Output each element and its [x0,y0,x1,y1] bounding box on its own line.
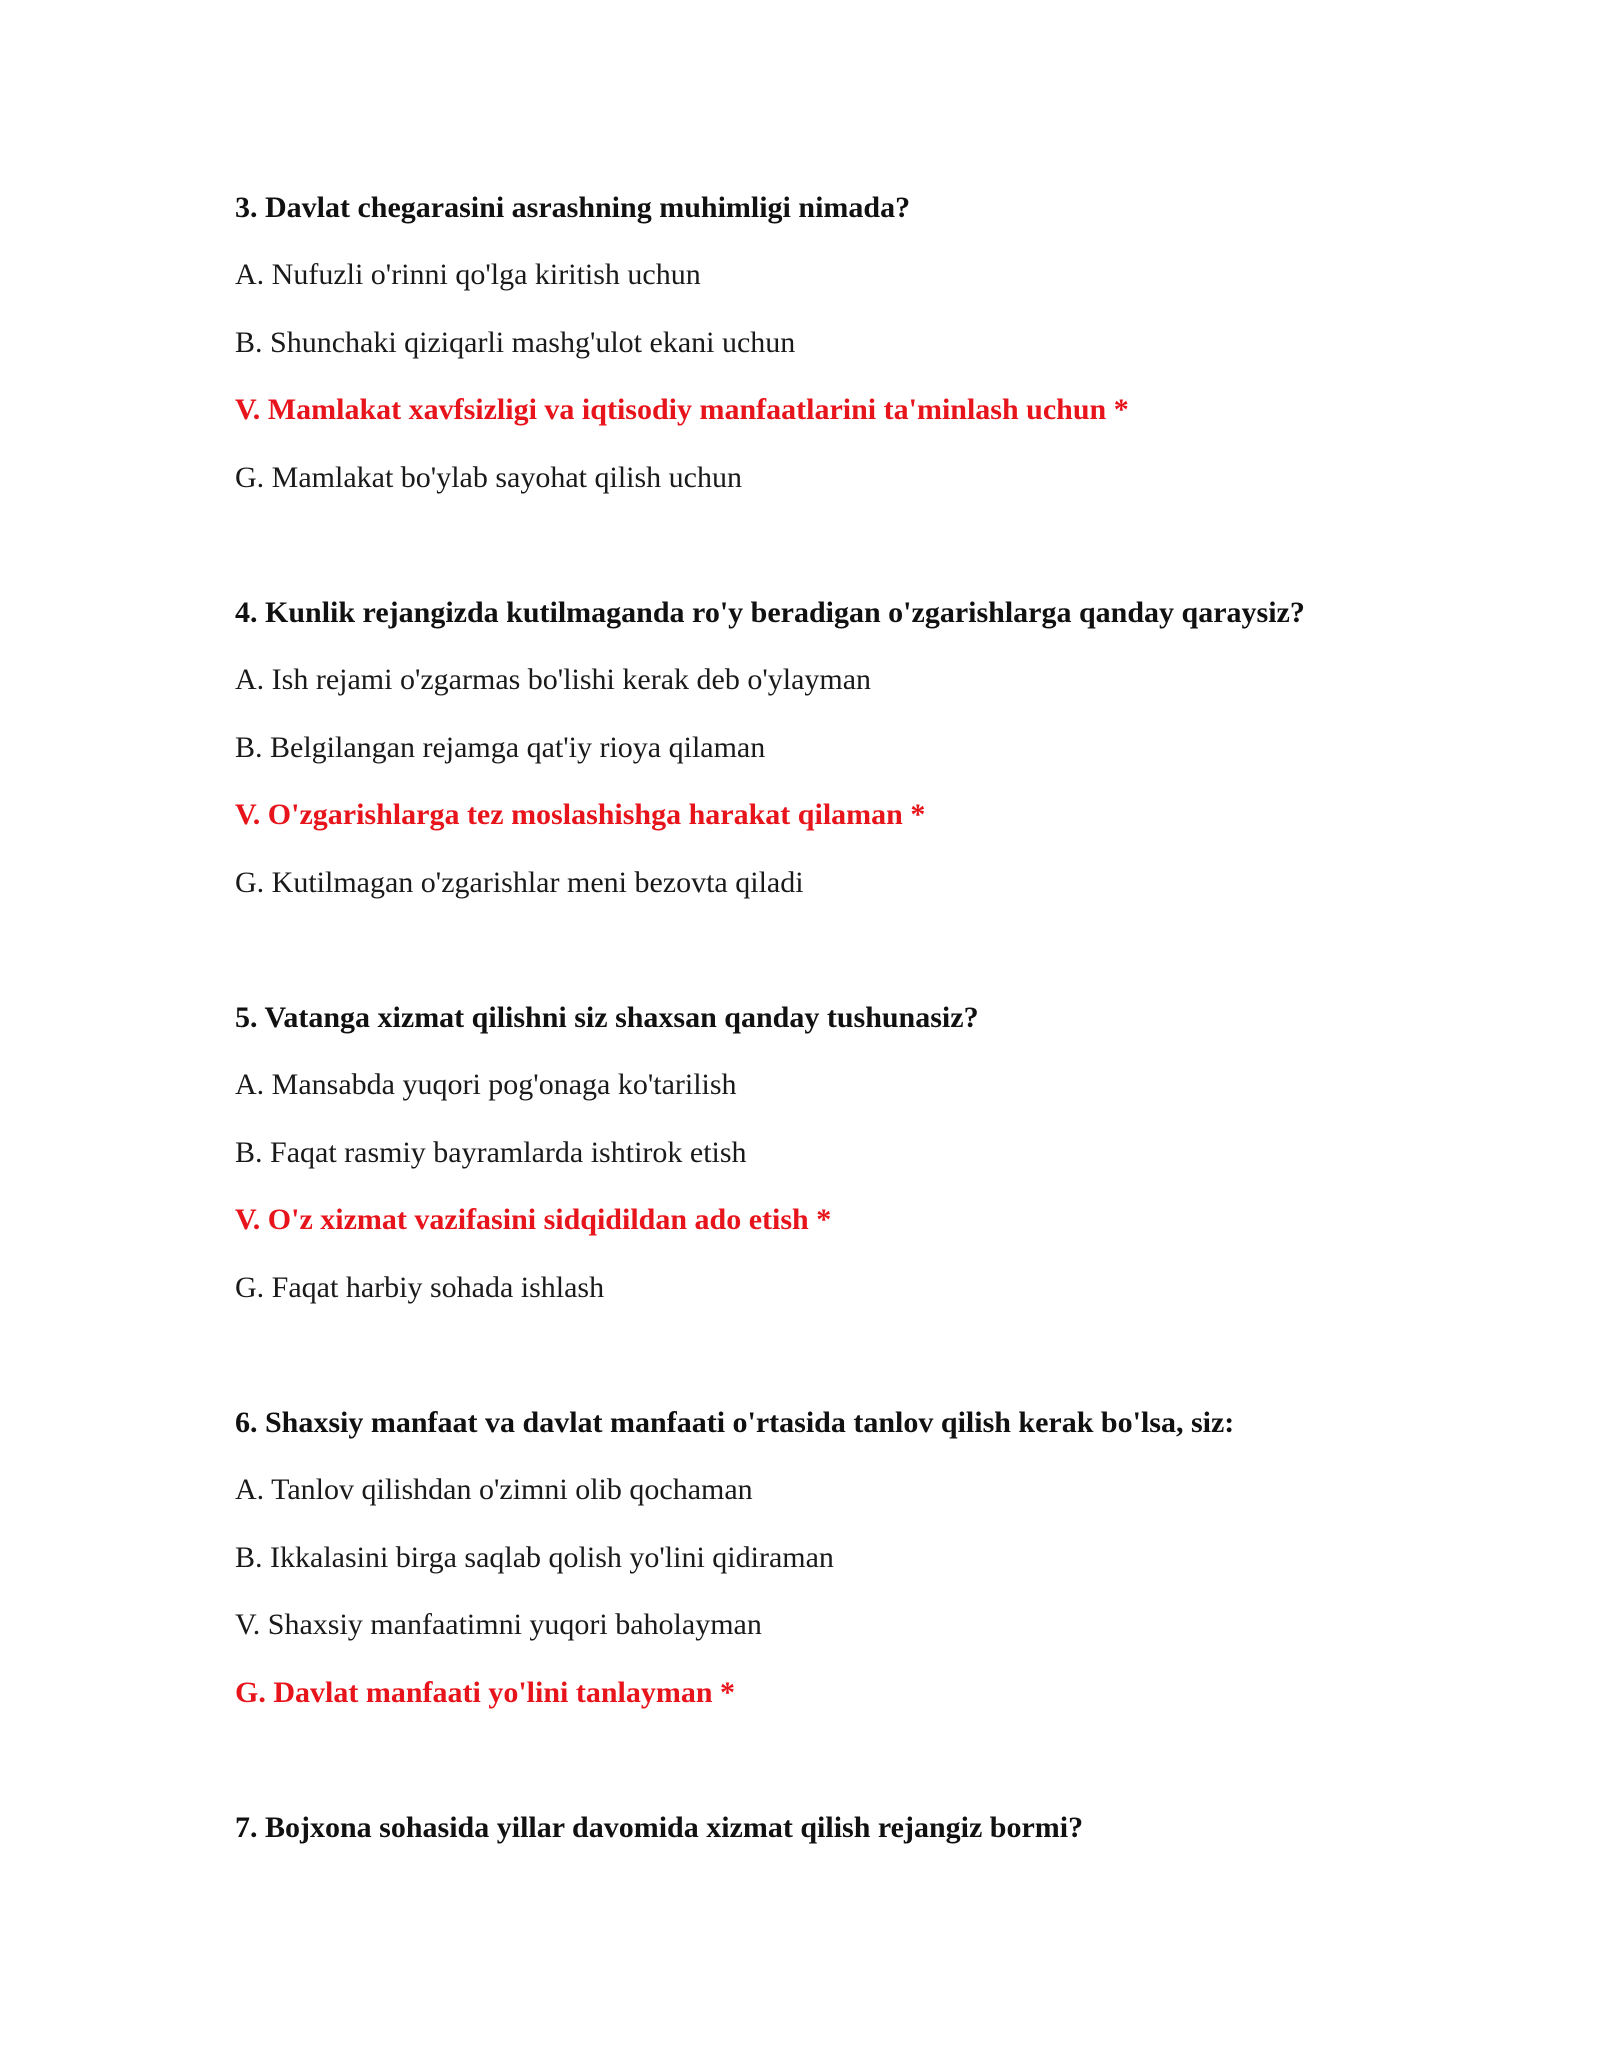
answer-option-v-correct: V. O'zgarishlarga tez moslashishga harakat qilaman * [235,798,926,831]
question-heading: 5. Vatanga xizmat qilishni siz shaxsan qanday tushunasiz? [235,1001,979,1034]
answer-option-a: A. Tanlov qilishdan o'zimni olib qochaman [235,1473,753,1506]
answer-option-b: B. Ikkalasini birga saqlab qolish yo'lini qidiraman [235,1541,834,1574]
question-heading: 6. Shaxsiy manfaat va davlat manfaati o'rtasida tanlov qilish kerak bo'lsa, siz: [235,1406,1235,1439]
answer-option-a: A. Mansabda yuqori pog'onaga ko'tarilish [235,1068,737,1101]
question-heading: 3. Davlat chegarasini asrashning muhimligi nimada? [235,191,911,224]
answer-option-g: G. Faqat harbiy sohada ishlash [235,1271,605,1304]
answer-option-a: A. Ish rejami o'zgarmas bo'lishi kerak deb o'ylayman [235,663,872,696]
answer-option-v-correct: V. O'z xizmat vazifasini sidqidildan ado etish * [235,1203,832,1236]
answer-option-v-correct: V. Mamlakat xavfsizligi va iqtisodiy manfaatlarini ta'minlash uchun * [235,393,1129,426]
answer-option-b: B. Belgilangan rejamga qat'iy rioya qilaman [235,731,766,764]
question-heading: 7. Bojxona sohasida yillar davomida xizmat qilish rejangiz bormi? [235,1811,1084,1844]
answer-option-g: G. Mamlakat bo'ylab sayohat qilish uchun [235,461,742,494]
answer-option-b: B. Shunchaki qiziqarli mashg'ulot ekani uchun [235,326,796,359]
answer-option-v: V. Shaxsiy manfaatimni yuqori baholayman [235,1608,762,1641]
answer-option-g-correct: G. Davlat manfaati yo'lini tanlayman * [235,1676,736,1709]
answer-option-g: G. Kutilmagan o'zgarishlar meni bezovta qiladi [235,866,804,899]
answer-option-a: A. Nufuzli o'rinni qo'lga kiritish uchun [235,258,701,291]
answer-option-b: B. Faqat rasmiy bayramlarda ishtirok etish [235,1136,747,1169]
question-heading: 4. Kunlik rejangizda kutilmaganda ro'y beradigan o'zgarishlarga qanday qaraysiz? [235,596,1305,629]
